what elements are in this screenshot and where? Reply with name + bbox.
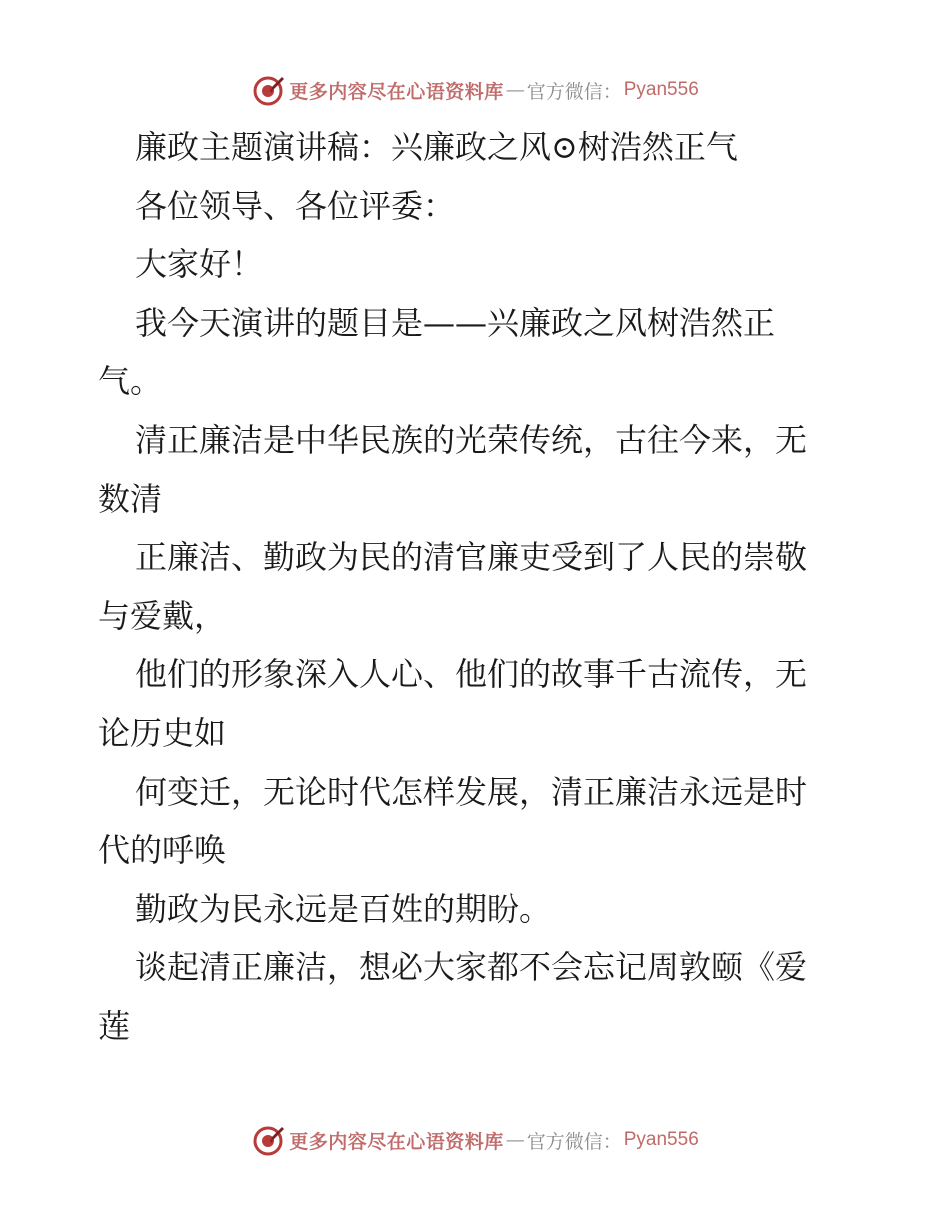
doc-line: 清正廉洁是中华民族的光荣传统，古往今来，无 xyxy=(135,420,808,459)
doc-line: 何变迁，无论时代怎样发展，清正廉洁永远是时 xyxy=(135,772,808,811)
banner-dash: — xyxy=(505,79,525,101)
banner-dash: — xyxy=(505,1129,525,1151)
doc-line: 代的呼唤 xyxy=(98,831,227,870)
doc-line: 气。 xyxy=(98,362,163,401)
banner-wechat-label: 官方微信： xyxy=(526,1130,622,1153)
document-body xyxy=(98,118,853,1056)
doc-line: 勤政为民永远是百姓的期盼。 xyxy=(135,889,552,928)
doc-line: 我今天演讲的题目是——兴廉政之风树浩然正 xyxy=(135,303,776,342)
doc-greeting: 大家好！ xyxy=(135,245,264,284)
footer-banner xyxy=(0,1120,950,1160)
pen-seal-logo-icon xyxy=(251,1123,285,1157)
banner-wechat-id: Pyan556 xyxy=(623,79,699,100)
doc-line: 莲 xyxy=(98,1006,131,1045)
banner-wechat-id: Pyan556 xyxy=(623,1129,699,1150)
banner-text: 更多内容尽在心语资料库 xyxy=(289,1130,504,1153)
doc-line: 与爱戴， xyxy=(98,596,227,635)
banner-text: 更多内容尽在心语资料库 xyxy=(289,80,504,103)
pen-seal-logo-icon xyxy=(251,73,285,107)
doc-salutation: 各位领导、各位评委： xyxy=(135,186,456,225)
doc-line: 他们的形象深入人心、他们的故事千古流传，无 xyxy=(135,655,808,694)
banner-wechat-label: 官方微信： xyxy=(526,80,622,103)
doc-line: 正廉洁、勤政为民的清官廉吏受到了人民的崇敬 xyxy=(135,538,808,577)
header-banner xyxy=(0,70,950,110)
doc-line: 数清 xyxy=(98,479,163,518)
doc-line: 论历史如 xyxy=(98,713,227,752)
doc-line: 谈起清正廉洁，想必大家都不会忘记周敦颐《爱 xyxy=(135,948,808,987)
doc-title: 廉政主题演讲稿：兴廉政之风⊙树浩然正气 xyxy=(135,128,738,166)
